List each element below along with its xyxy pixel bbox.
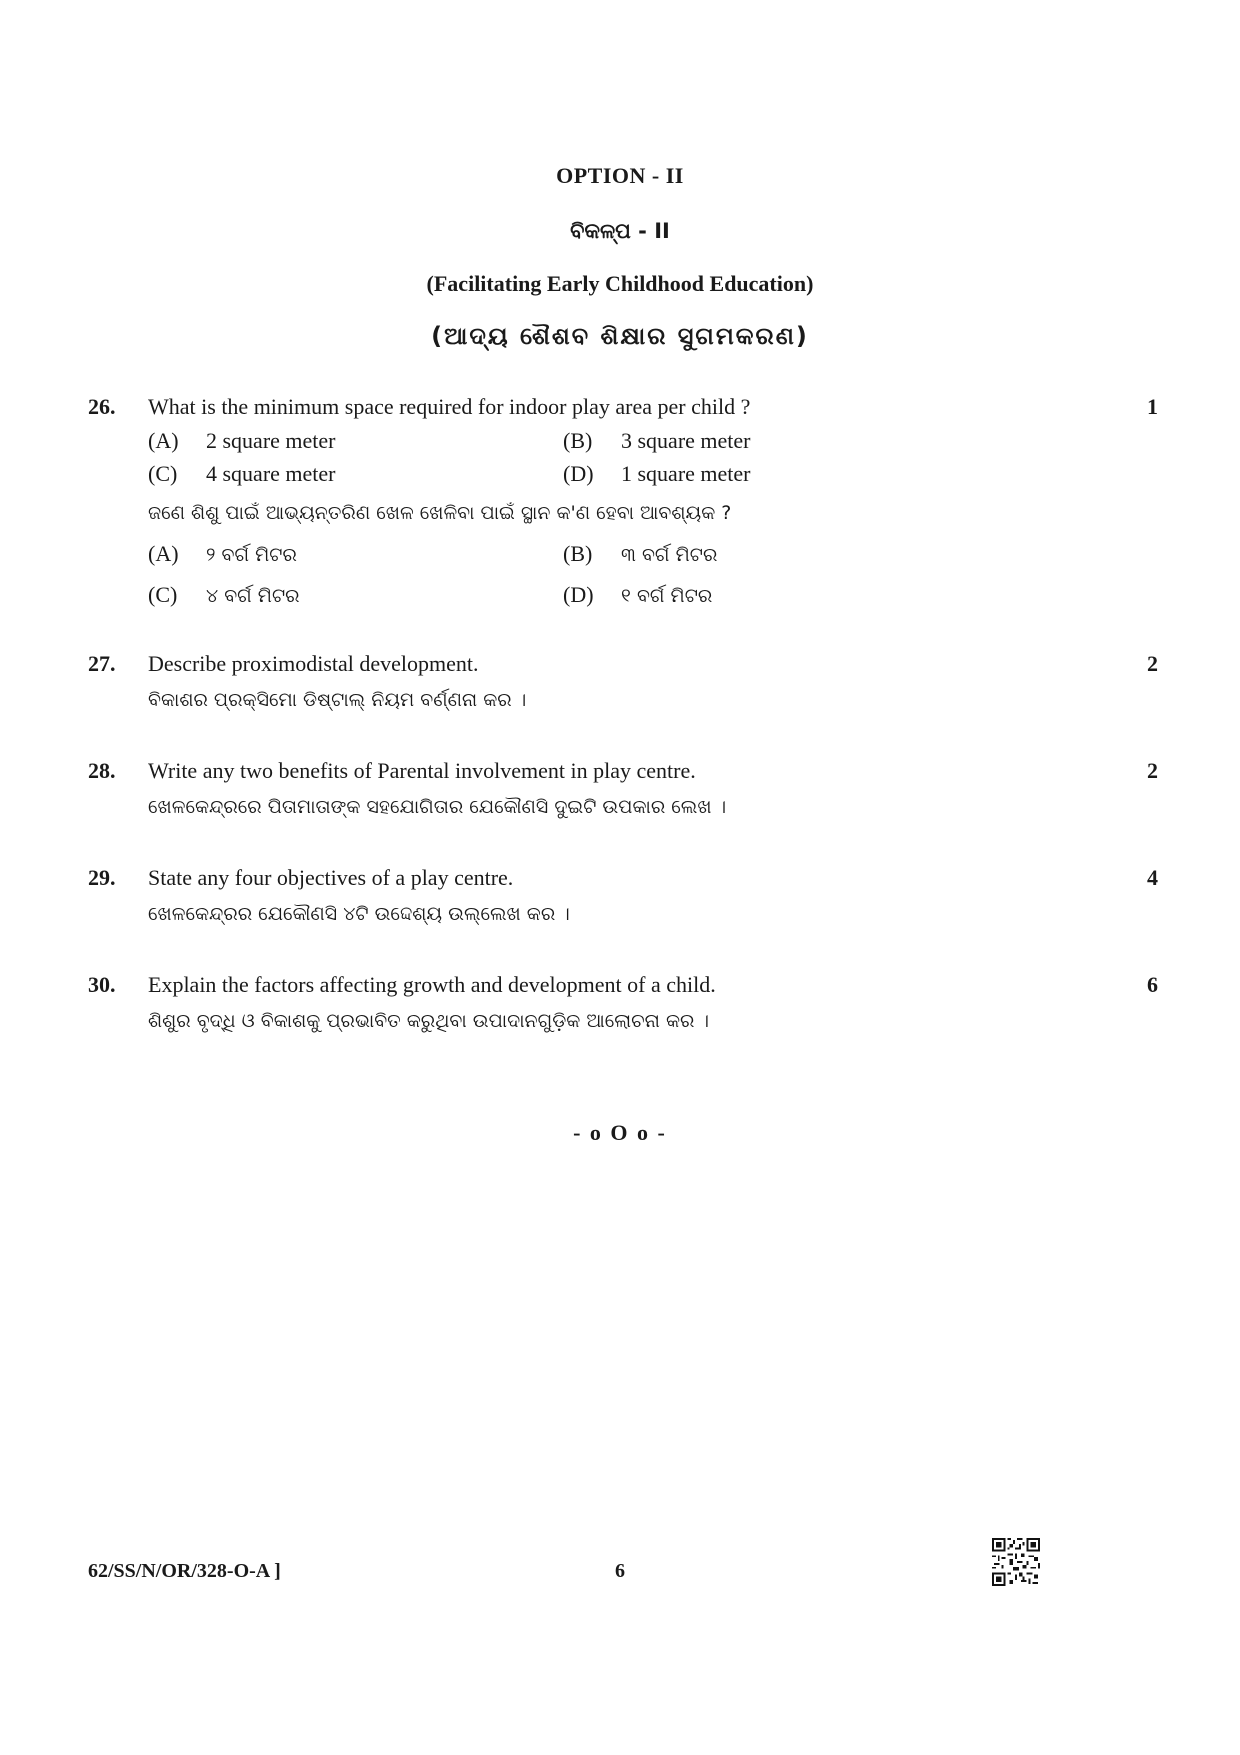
page-number: 6 bbox=[615, 1560, 625, 1582]
option-b-odia: (B) ୩ ବର୍ଗ ମିଟର bbox=[563, 541, 718, 566]
question-text: Describe proximodistal development. bbox=[148, 651, 479, 676]
subject-title-odia: (ଆଦ୍ୟ ଶୈଶବ ଶିକ୍ଷାର ସୁଗମକରଣ) bbox=[431, 322, 809, 350]
question-marks: 2 bbox=[1147, 758, 1158, 783]
option-c: (C) 4 square meter bbox=[148, 461, 336, 486]
option-d-odia: (D) ୧ ବର୍ଗ ମିଟର bbox=[563, 582, 713, 607]
question-marks: 1 bbox=[1147, 394, 1158, 419]
paper-code: 62/SS/N/OR/328-O-A ] bbox=[88, 1560, 281, 1582]
question-text: What is the minimum space required for indoor play area per child ? bbox=[148, 394, 751, 419]
question-text: State any four objectives of a play centre. bbox=[148, 865, 514, 890]
question-text-odia: ଜଣେ ଶିଶୁ ପାଇଁ ଆଭ୍ୟନ୍ତରିଣ ଖେଳ ଖେଳିବା ପାଇଁ ସ୍ଥାନ କ'ଣ ହେବା ଆବଶ୍ୟକ ? bbox=[148, 502, 732, 524]
option-a-odia: (A) ୨ ବର୍ଗ ମିଟର bbox=[148, 541, 297, 566]
option-d: (D) 1 square meter bbox=[563, 461, 751, 486]
option-a: (A) 2 square meter bbox=[148, 428, 336, 453]
question-text-odia: ଶିଶୁର ବୃଦ୍ଧି ଓ ବିକାଶକୁ ପ୍ରଭାବିତ କରୁଥିବା ଉପାଦାନଗୁଡ଼ିକ ଆଲୋଚନା କର । bbox=[148, 1010, 710, 1032]
question-text-odia: ଖେଳକେନ୍ଦ୍ରରେ ପିତାମାତାଙ୍କ ସହଯୋଗିତାର ଯେକୌଣସି ଦୁଇଟି ଉପକାର ଲେଖ । bbox=[148, 796, 727, 818]
subject-title: (Facilitating Early Childhood Education) bbox=[426, 271, 814, 296]
option-c-odia: (C) ୪ ବର୍ଗ ମିଟର bbox=[148, 582, 300, 607]
question-marks: 6 bbox=[1147, 972, 1158, 997]
option-title: OPTION - II bbox=[556, 163, 684, 188]
question-number: 29. bbox=[88, 865, 116, 890]
question-text-odia: ଖେଳକେନ୍ଦ୍ରର ଯେକୌଣସି ୪ଟି ଉଦ୍ଦେଶ୍ୟ ଉଲ୍ଲେଖ କର । bbox=[148, 903, 570, 925]
qr-code-icon bbox=[992, 1538, 1040, 1586]
question-text: Explain the factors affecting growth and development of a child. bbox=[148, 972, 716, 997]
question-marks: 2 bbox=[1147, 651, 1158, 676]
option-title-odia: ବିକଳ୍ପ - II bbox=[570, 219, 670, 243]
question-number: 27. bbox=[88, 651, 116, 676]
question-marks: 4 bbox=[1147, 865, 1158, 890]
end-of-paper-mark: - o O o - bbox=[573, 1120, 667, 1145]
question-text-odia: ବିକାଶର ପ୍ରକ୍ସିମୋ ଡିଷ୍ଟାଲ୍ ନିୟମ ବର୍ଣ୍ଣନା କର । bbox=[148, 689, 527, 711]
question-number: 30. bbox=[88, 972, 116, 997]
option-b: (B) 3 square meter bbox=[563, 428, 751, 453]
question-number: 28. bbox=[88, 758, 116, 783]
question-text: Write any two benefits of Parental involvement in play centre. bbox=[148, 758, 696, 783]
question-number: 26. bbox=[88, 394, 116, 419]
